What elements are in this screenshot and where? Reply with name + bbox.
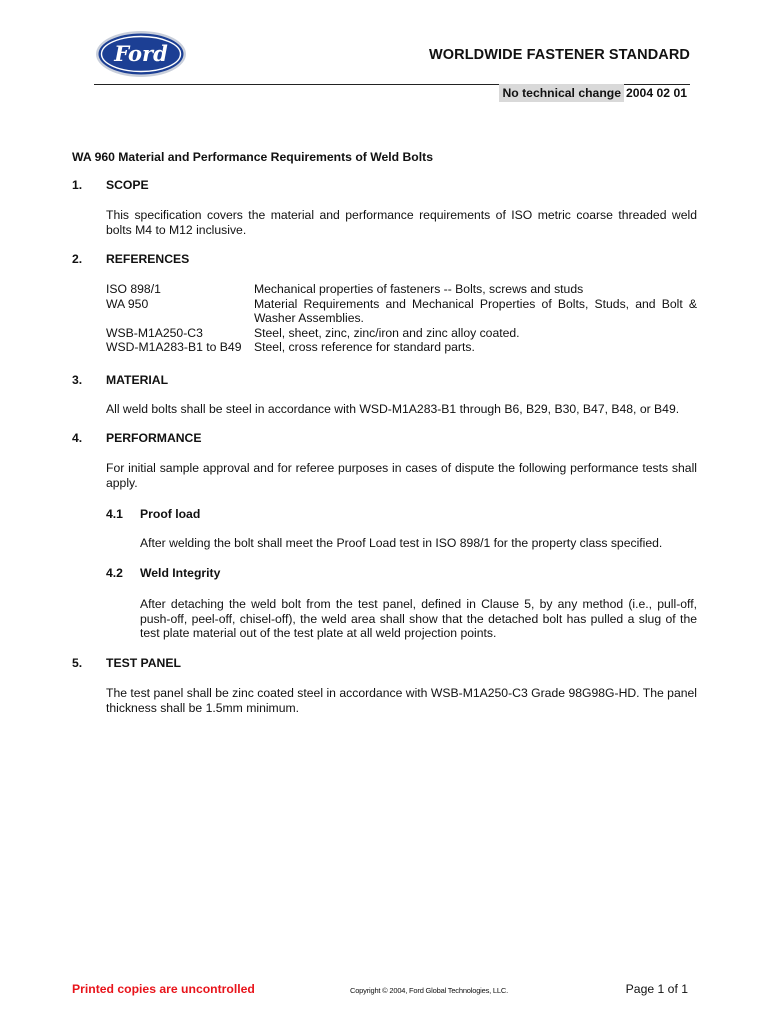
logo-wordmark: Ford xyxy=(114,41,168,66)
reference-row xyxy=(106,340,697,355)
weld-integrity-text: After detaching the weld bolt from the test panel, defined in Clause 5, by any method (i.e., pull-off, push-off, peel-off, chisel-off), the weld area shall show that the detached bolt has pulled a slug of the test plate material out of the test plate at all weld projection points. xyxy=(140,597,697,640)
section-material-heading xyxy=(72,373,168,387)
section-performance-heading xyxy=(72,431,201,445)
document-title: WA 960 Material and Performance Requirements of Weld Bolts xyxy=(72,150,433,164)
reference-description: Steel, sheet, zinc, zinc/iron and zinc alloy coated. xyxy=(254,325,520,340)
section-title: MATERIAL xyxy=(106,373,169,387)
reference-code: WA 950 xyxy=(106,296,149,311)
subsection-proof-load-heading xyxy=(106,507,200,521)
reference-row xyxy=(106,326,697,341)
section-scope-heading xyxy=(72,178,149,192)
section-number: 1. xyxy=(72,178,83,192)
scope-text: This specification covers the material and performance requirements of ISO metric coarse threaded weld bolts M4 to M12 inclusive. xyxy=(106,208,697,237)
material-text: All weld bolts shall be steel in accordance with WSD-M1A283-B1 through B6, B29, B30, B47, B48, or B49. xyxy=(106,402,680,416)
reference-code: WSD-M1A283-B1 to B49 xyxy=(106,340,242,354)
subsection-title: Proof load xyxy=(140,507,201,521)
reference-description: Material Requirements and Mechanical Properties of Bolts, Studs, and Bolt & Washer Assemblies. xyxy=(254,296,697,325)
section-number: 5. xyxy=(72,656,83,670)
change-status xyxy=(499,86,689,100)
standard-title: WORLDWIDE FASTENER STANDARD xyxy=(428,47,690,63)
copyright-notice: Copyright © 2004, Ford Global Technologies, LLC. xyxy=(350,986,508,995)
section-title: PERFORMANCE xyxy=(106,431,202,445)
subsection-title: Weld Integrity xyxy=(140,566,221,580)
section-title: SCOPE xyxy=(106,178,149,192)
section-test-panel-heading xyxy=(72,656,181,670)
section-number: 3. xyxy=(72,373,83,387)
reference-code: ISO 898/1 xyxy=(106,282,161,296)
section-title: TEST PANEL xyxy=(106,656,181,670)
reference-row xyxy=(106,282,697,297)
reference-description: Mechanical properties of fasteners -- Bolts, screws and studs xyxy=(254,282,584,296)
section-number: 4. xyxy=(72,431,83,445)
change-label: No technical change xyxy=(499,84,624,102)
page-number: Page 1 of 1 xyxy=(625,982,688,996)
reference-code: WSB-M1A250-C3 xyxy=(106,325,203,340)
references-table xyxy=(106,282,697,355)
change-date: 2004 02 01 xyxy=(626,86,687,100)
uncontrolled-notice: Printed copies are uncontrolled xyxy=(72,982,255,996)
proof-load-text: After welding the bolt shall meet the Proof Load test in ISO 898/1 for the property class specified. xyxy=(140,536,663,550)
reference-description: Steel, cross reference for standard parts. xyxy=(254,340,475,354)
section-number: 2. xyxy=(72,252,83,266)
performance-text: For initial sample approval and for referee purposes in cases of dispute the following performance tests shall apply. xyxy=(106,461,697,490)
reference-row xyxy=(106,297,697,326)
section-references-heading xyxy=(72,252,189,266)
section-title: REFERENCES xyxy=(106,252,190,266)
subsection-number: 4.2 xyxy=(106,566,123,580)
test-panel-text: The test panel shall be zinc coated steel in accordance with WSB-M1A250-C3 Grade 98G98G-HD. The panel thickness shall be 1.5mm minimum. xyxy=(106,686,697,715)
ford-logo xyxy=(95,30,187,78)
subsection-number: 4.1 xyxy=(106,507,123,521)
subsection-weld-integrity-heading xyxy=(106,566,220,580)
